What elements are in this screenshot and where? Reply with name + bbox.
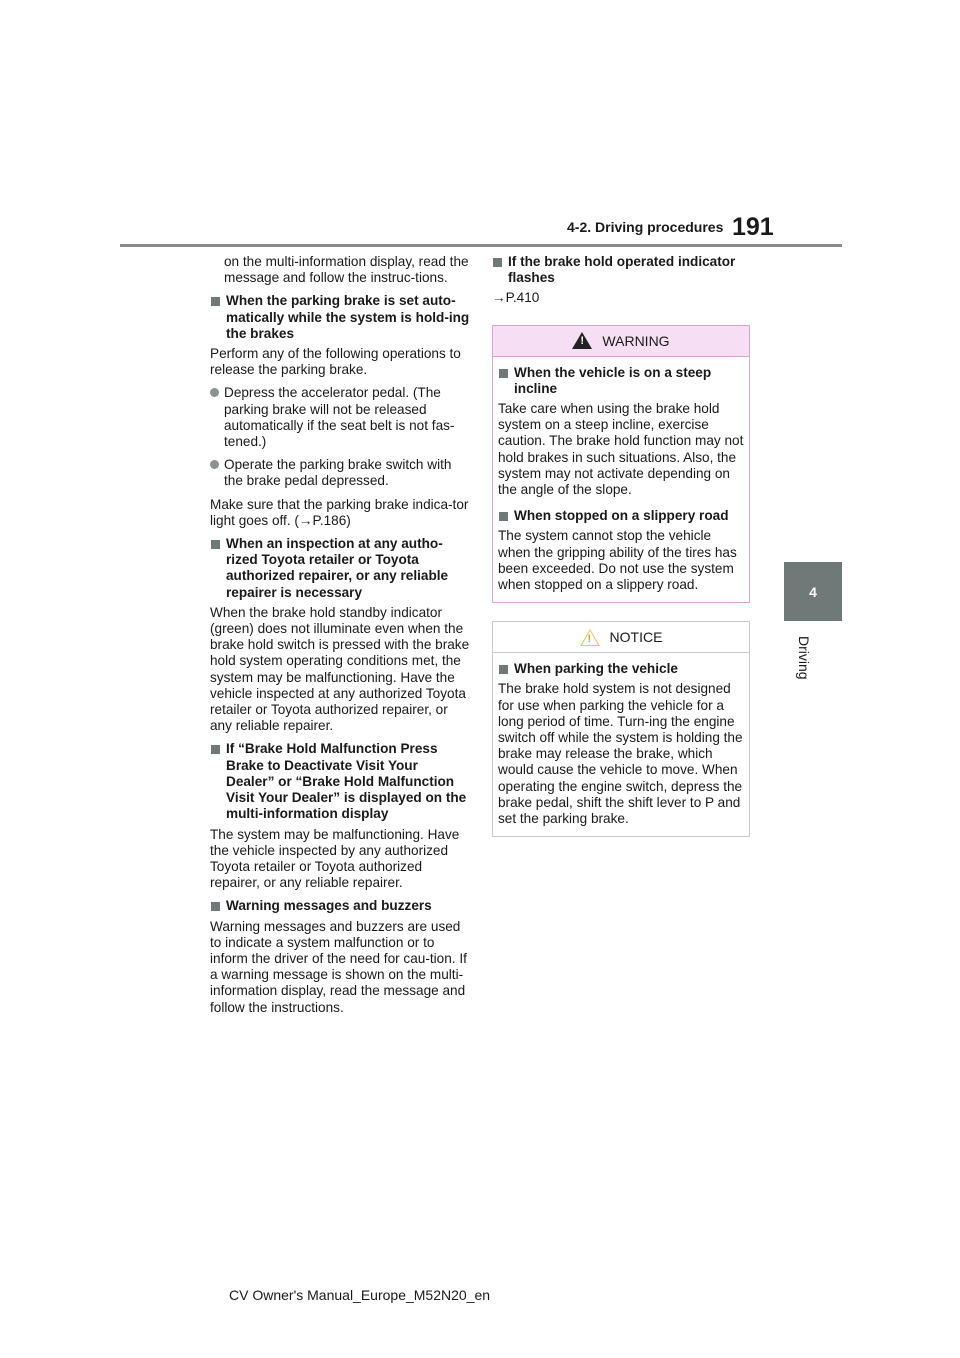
paragraph: The system cannot stop the vehicle when the gripping ability of the tires has been exceeded. Do not use the system when stopped on a slippery road. [498,528,737,593]
warning-triangle-icon: ! [572,332,592,349]
list-item: Operate the parking brake switch with the brake pedal depressed. [210,457,470,489]
square-marker-icon [211,745,220,754]
notice-box [492,621,750,837]
paragraph: The brake hold system is not designed for use when parking the vehicle for a long period of time. Turn-ing the engine switch off while the system is holding the brake may release the brake, which would cause the vehicle to move. When operating the engine switch, depress the brake pedal, shift the shift lever to P and set the parking brake. [498,681,743,827]
notice-heading: When parking the vehicle [498,661,744,677]
section-heading: When an inspection at any autho-rized Toyota retailer or Toyota authorized repairer, or any reliable repairer is necessary [210,536,470,601]
warning-box [492,325,750,604]
paragraph: When the brake hold standby indicator (green) does not illuminate even when the brake hold switch is pressed with the brake hold system operating conditions met, the system may be malfunctioning. Have the vehicle inspected at any authorized Toyota retailer or Toyota authorized repairer, or any reliable repairer. [210,604,470,734]
section-title: 4-2. Driving procedures [567,219,724,235]
paragraph: The system may be malfunctioning. Have the vehicle inspected by any authorized Toyota retailer or Toyota authorized repairer, or any reliable repairer. [210,826,460,891]
header-rule [120,244,842,247]
paragraph: on the multi-information display, read the message and follow the instruc-tions. [224,254,469,286]
paragraph-with-page-ref[interactable]: Make sure that the parking brake indica-tor light goes off. (→P.186) [210,496,469,528]
bullet-icon [210,460,219,469]
left-column [210,254,470,1023]
section-heading: If the brake hold operated indicator flashes [492,254,750,286]
square-marker-icon [493,258,502,267]
square-marker-icon [499,512,508,521]
square-marker-icon [211,297,220,306]
paragraph: Take care when using the brake hold system on a steep incline, exercise caution. The brake hold function may not hold brakes in such situations. Also, the system may not activate depending on the angle of the slope. [498,401,744,498]
section-heading: Warning messages and buzzers [210,898,470,914]
notice-body [493,653,749,836]
square-marker-icon [499,369,508,378]
notice-title-bar [493,622,749,653]
square-marker-icon [499,665,508,674]
warning-title-bar [493,326,749,357]
section-heading: If “Brake Hold Malfunction Press Brake to Deactivate Visit Your Dealer” or “Brake Hold Malfunction Visit Your Dealer” is displayed on the multi-information display [210,741,470,822]
caution-triangle-icon: ! [580,629,600,646]
chapter-tab[interactable] [784,562,842,621]
paragraph: Perform any of the following operations to release the parking brake. [210,346,461,378]
paragraph: Warning messages and buzzers are used to indicate a system malfunction or to inform the driver of the need for cau-tion. If a warning message is shown on the multi-information display, read the message and follow the instructions. [210,918,467,1015]
warning-heading: When stopped on a slippery road [498,508,744,524]
bullet-icon [210,388,219,397]
chapter-label: Driving [796,636,812,680]
square-marker-icon [211,902,220,911]
notice-title: NOTICE [609,629,663,646]
warning-body [493,357,749,603]
chapter-number: 4 [809,583,817,600]
warning-heading: When the vehicle is on a steep incline [498,365,744,397]
page-number: 191 [732,213,774,241]
section-heading: When the parking brake is set auto-matically while the system is hold-ing the brakes [210,293,470,342]
page-ref-link[interactable]: →P.410 [492,290,540,306]
square-marker-icon [211,540,220,549]
footer-text: CV Owner's Manual_Europe_M52N20_en [229,1287,491,1303]
list-item: Depress the accelerator pedal. (The parking brake will not be released automatically if the seat belt is not fas-tened.) [210,385,470,450]
warning-title: WARNING [602,332,670,349]
right-column [492,254,750,855]
